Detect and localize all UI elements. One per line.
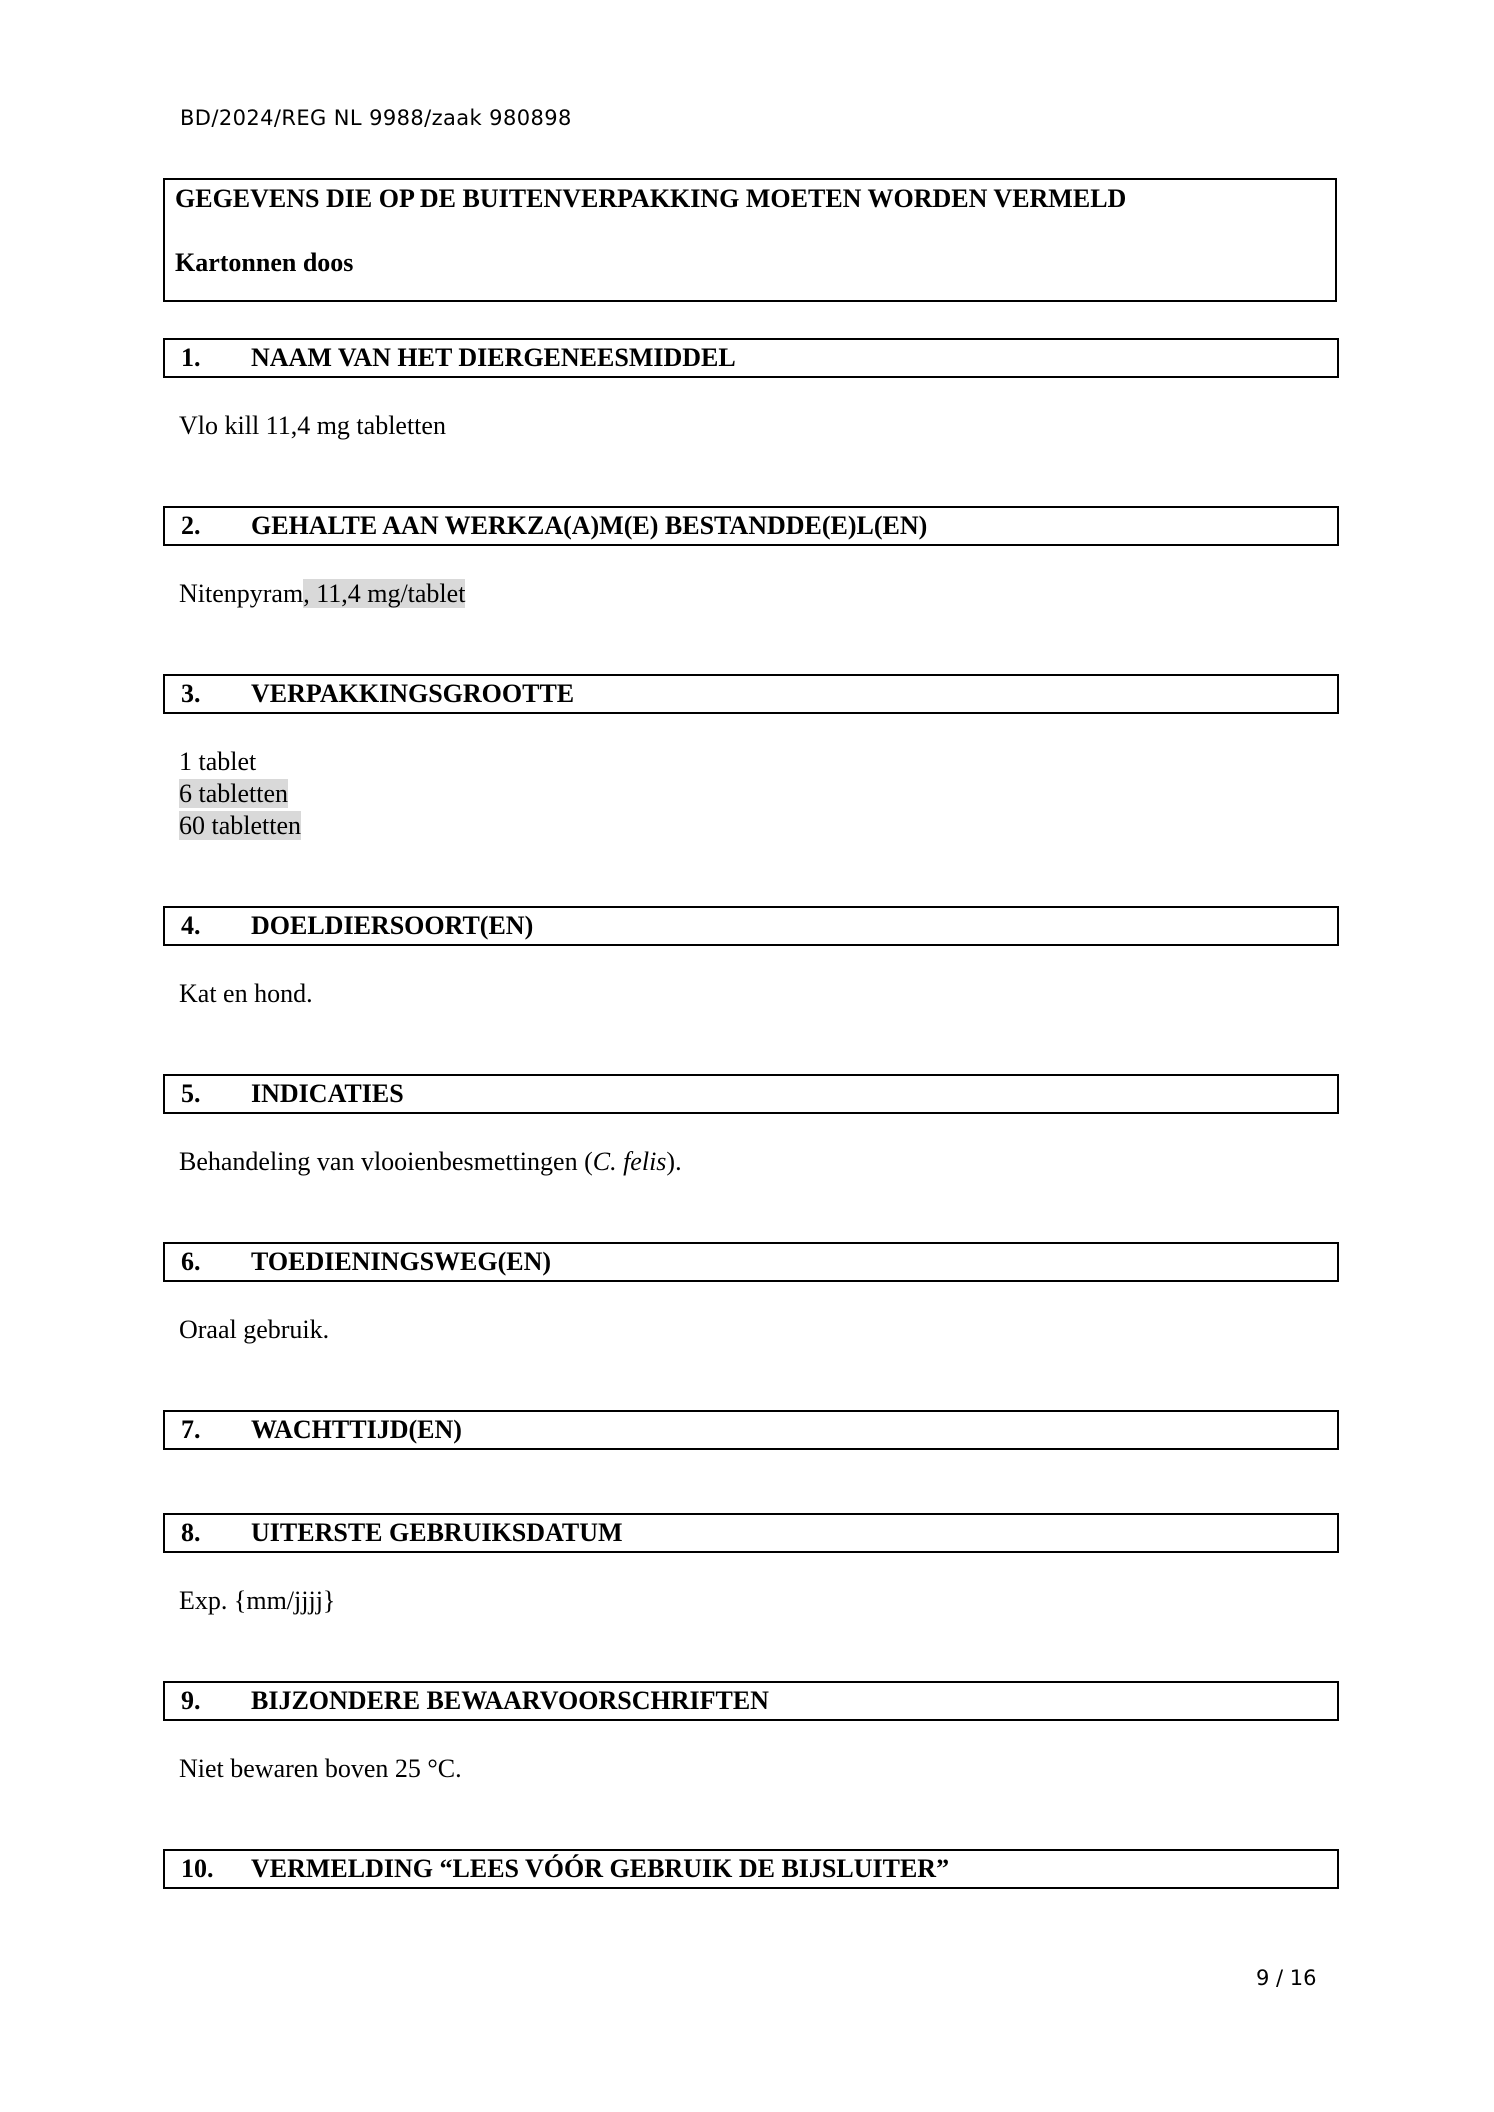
section-title: GEHALTE AAN WERKZA(A)M(E) BESTANDDE(E)L(EN) — [251, 511, 928, 540]
section-6-content: Oraal gebruik. — [179, 1315, 330, 1344]
section-number: 6. — [181, 1247, 201, 1276]
outer-packaging-title-box — [163, 178, 1337, 302]
section-number: 10. — [181, 1854, 214, 1883]
section-number: 8. — [181, 1518, 201, 1547]
section-2-header — [163, 506, 1339, 546]
title-subheading: Kartonnen doos — [175, 248, 354, 277]
pack-size-line-highlighted: 6 tabletten — [179, 779, 289, 808]
section-title: UITERSTE GEBRUIKSDATUM — [251, 1518, 623, 1547]
species-name: C. felis — [592, 1147, 667, 1176]
section-9-content: Niet bewaren boven 25 °C. — [179, 1754, 462, 1783]
section-number: 9. — [181, 1686, 201, 1715]
document-reference: BD/2024/REG NL 9988/zaak 980898 — [180, 106, 572, 130]
section-title: DOELDIERSOORT(EN) — [251, 911, 534, 940]
section-3-content — [179, 746, 301, 842]
section-number: 2. — [181, 511, 201, 540]
section-number: 1. — [181, 343, 201, 372]
section-6-header — [163, 1242, 1339, 1282]
section-title: BIJZONDERE BEWAARVOORSCHRIFTEN — [251, 1686, 769, 1715]
section-1-header — [163, 338, 1339, 378]
section-3-header — [163, 674, 1339, 714]
page-number: 9 / 16 — [1256, 1966, 1317, 1990]
section-4-content: Kat en hond. — [179, 979, 313, 1008]
pack-size-line-highlighted: 60 tabletten — [179, 811, 302, 840]
section-number: 5. — [181, 1079, 201, 1108]
section-title: TOEDIENINGSWEG(EN) — [251, 1247, 552, 1276]
section-title: VERPAKKINGSGROOTTE — [251, 679, 575, 708]
section-8-content: Exp. {mm/jjjj} — [179, 1586, 336, 1615]
pack-size-line: 1 tablet — [179, 747, 257, 776]
section-title: NAAM VAN HET DIERGENEESMIDDEL — [251, 343, 736, 372]
section-9-header — [163, 1681, 1339, 1721]
section-title: INDICATIES — [251, 1079, 404, 1108]
section-title: WACHTTIJD(EN) — [251, 1415, 462, 1444]
section-number: 7. — [181, 1415, 201, 1444]
section-1-content: Vlo kill 11,4 mg tabletten — [179, 411, 446, 440]
section-5-header — [163, 1074, 1339, 1114]
section-number: 3. — [181, 679, 201, 708]
section-4-header — [163, 906, 1339, 946]
section-2-content — [179, 578, 465, 610]
section-7-header — [163, 1410, 1339, 1450]
section-5-content — [179, 1146, 682, 1178]
indication-text: Behandeling van vlooienbesmettingen ( — [179, 1147, 593, 1176]
highlighted-strength: , 11,4 mg/tablet — [303, 579, 466, 608]
active-substance: Nitenpyram — [179, 579, 304, 608]
section-10-header — [163, 1849, 1339, 1889]
section-number: 4. — [181, 911, 201, 940]
section-title: VERMELDING “LEES VÓÓR GEBRUIK DE BIJSLUITER” — [251, 1854, 950, 1883]
section-8-header — [163, 1513, 1339, 1553]
indication-suffix: ). — [666, 1147, 682, 1176]
title-heading: GEGEVENS DIE OP DE BUITENVERPAKKING MOETEN WORDEN VERMELD — [175, 184, 1127, 213]
